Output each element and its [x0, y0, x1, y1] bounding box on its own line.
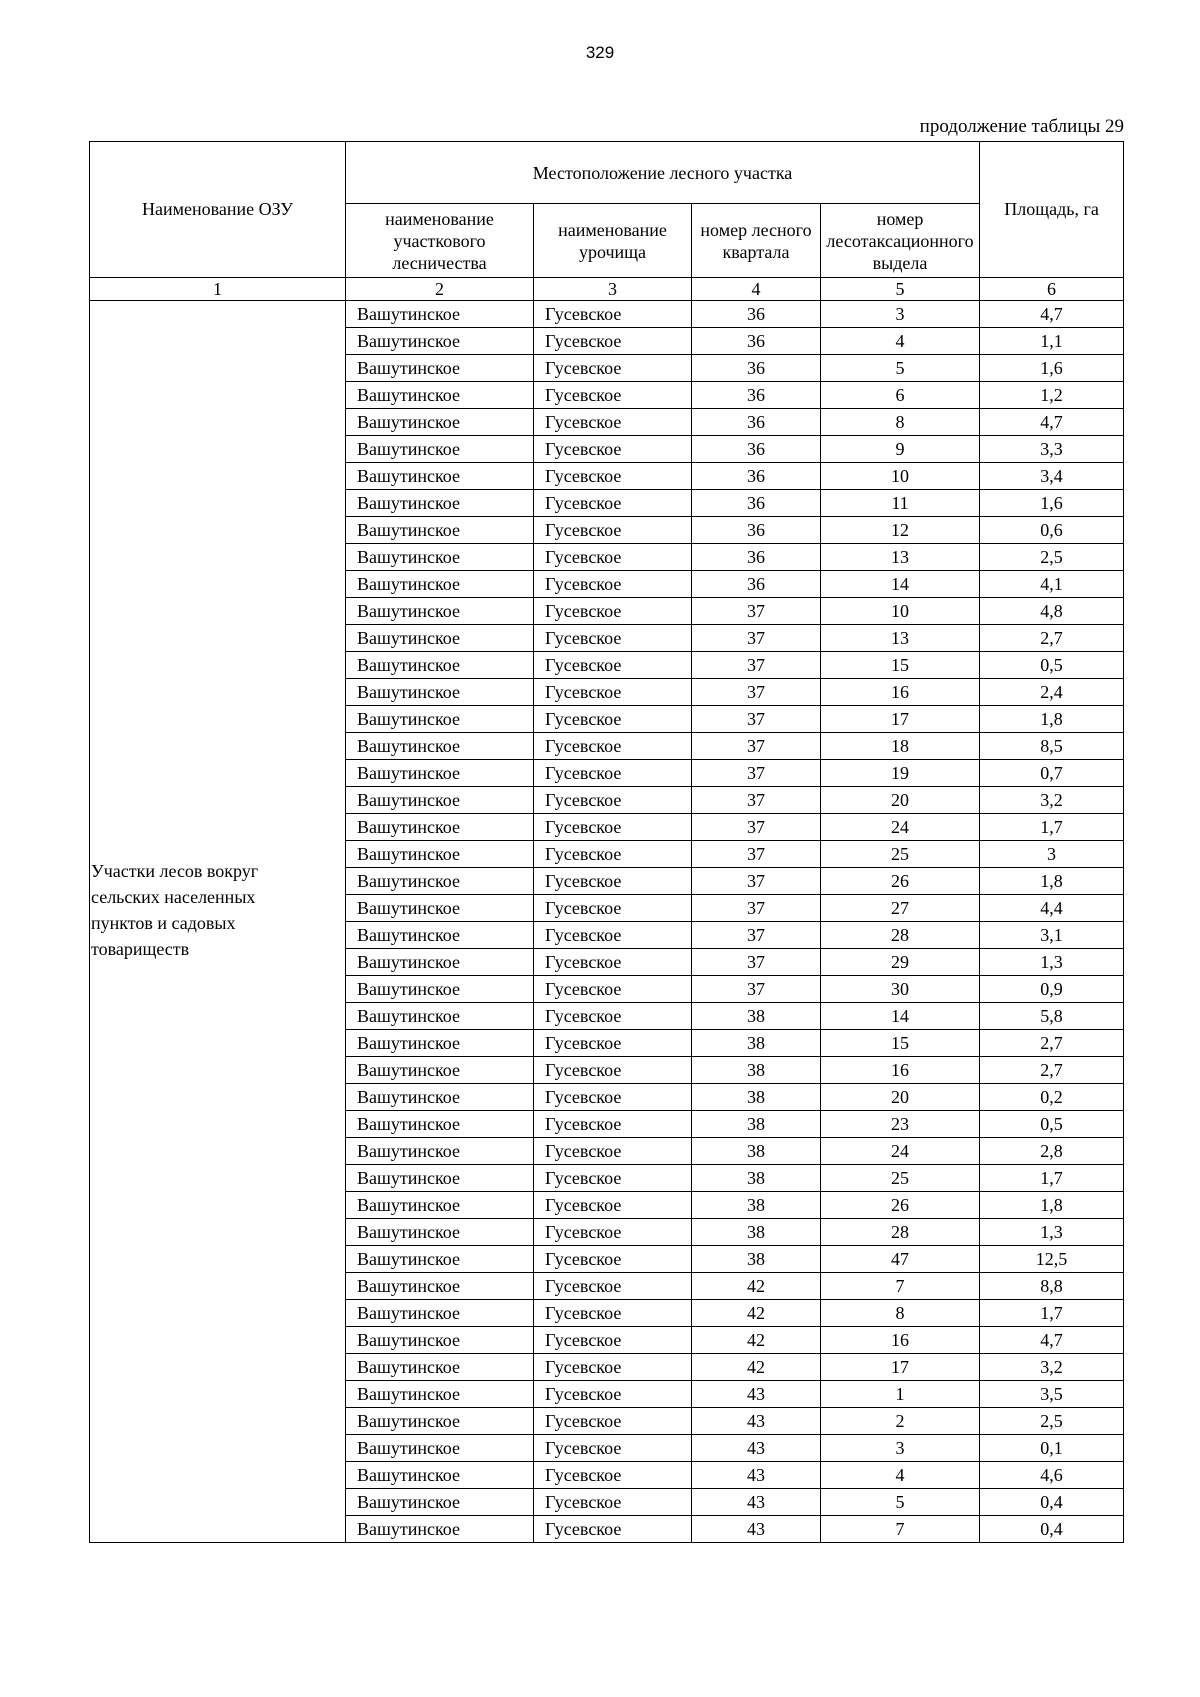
cell-forestry: Вашутинское — [346, 1003, 534, 1030]
cell-section: 27 — [821, 895, 980, 922]
cell-section: 11 — [821, 490, 980, 517]
cell-forestry: Вашутинское — [346, 1408, 534, 1435]
cell-tract: Гусевское — [534, 571, 692, 598]
cell-section: 9 — [821, 436, 980, 463]
cell-section: 25 — [821, 841, 980, 868]
header-location: Местоположение лесного участка — [346, 142, 980, 204]
cell-area: 8,5 — [980, 733, 1124, 760]
header-quarter: номер лесного квартала — [692, 204, 821, 278]
cell-section: 17 — [821, 706, 980, 733]
cell-section: 25 — [821, 1165, 980, 1192]
cell-tract: Гусевское — [534, 328, 692, 355]
cell-area: 1,7 — [980, 814, 1124, 841]
cell-quarter: 37 — [692, 598, 821, 625]
cell-quarter: 38 — [692, 1165, 821, 1192]
cell-forestry: Вашутинское — [346, 1435, 534, 1462]
column-number: 3 — [534, 278, 692, 301]
cell-forestry: Вашутинское — [346, 409, 534, 436]
cell-tract: Гусевское — [534, 1489, 692, 1516]
cell-area: 3,1 — [980, 922, 1124, 949]
cell-area: 1,7 — [980, 1165, 1124, 1192]
cell-forestry: Вашутинское — [346, 679, 534, 706]
cell-area: 8,8 — [980, 1273, 1124, 1300]
cell-forestry: Вашутинское — [346, 1219, 534, 1246]
cell-quarter: 36 — [692, 409, 821, 436]
cell-tract: Гусевское — [534, 625, 692, 652]
cell-section: 3 — [821, 1435, 980, 1462]
cell-forestry: Вашутинское — [346, 301, 534, 328]
cell-tract: Гусевское — [534, 1462, 692, 1489]
cell-tract: Гусевское — [534, 895, 692, 922]
cell-quarter: 37 — [692, 625, 821, 652]
cell-quarter: 38 — [692, 1111, 821, 1138]
cell-tract: Гусевское — [534, 409, 692, 436]
cell-section: 6 — [821, 382, 980, 409]
cell-tract: Гусевское — [534, 733, 692, 760]
column-number: 1 — [90, 278, 346, 301]
cell-tract: Гусевское — [534, 1084, 692, 1111]
cell-area: 2,7 — [980, 1030, 1124, 1057]
cell-section: 16 — [821, 679, 980, 706]
cell-area: 2,5 — [980, 1408, 1124, 1435]
cell-quarter: 37 — [692, 652, 821, 679]
cell-quarter: 36 — [692, 463, 821, 490]
cell-area: 1,6 — [980, 355, 1124, 382]
cell-section: 7 — [821, 1516, 980, 1543]
cell-forestry: Вашутинское — [346, 355, 534, 382]
header-ozu-name: Наименование ОЗУ — [90, 142, 346, 278]
cell-tract: Гусевское — [534, 463, 692, 490]
cell-quarter: 37 — [692, 922, 821, 949]
cell-section: 47 — [821, 1246, 980, 1273]
cell-area: 1,3 — [980, 949, 1124, 976]
cell-section: 4 — [821, 328, 980, 355]
cell-forestry: Вашутинское — [346, 1354, 534, 1381]
column-numbers-row — [90, 278, 1124, 301]
cell-forestry: Вашутинское — [346, 1381, 534, 1408]
cell-quarter: 38 — [692, 1138, 821, 1165]
cell-forestry: Вашутинское — [346, 976, 534, 1003]
cell-section: 24 — [821, 814, 980, 841]
cell-forestry: Вашутинское — [346, 463, 534, 490]
cell-forestry: Вашутинское — [346, 1300, 534, 1327]
cell-tract: Гусевское — [534, 1408, 692, 1435]
cell-area: 2,7 — [980, 625, 1124, 652]
cell-forestry: Вашутинское — [346, 652, 534, 679]
cell-section: 15 — [821, 1030, 980, 1057]
cell-quarter: 36 — [692, 436, 821, 463]
cell-quarter: 43 — [692, 1408, 821, 1435]
cell-forestry: Вашутинское — [346, 1030, 534, 1057]
cell-area: 2,8 — [980, 1138, 1124, 1165]
cell-section: 7 — [821, 1273, 980, 1300]
cell-tract: Гусевское — [534, 517, 692, 544]
cell-quarter: 37 — [692, 706, 821, 733]
cell-quarter: 36 — [692, 328, 821, 355]
cell-tract: Гусевское — [534, 544, 692, 571]
cell-section: 24 — [821, 1138, 980, 1165]
cell-quarter: 38 — [692, 1057, 821, 1084]
cell-area: 3,2 — [980, 787, 1124, 814]
ozu-name-text: Участки лесов вокруг сельских населенных пунктов и садовых товариществ — [91, 861, 259, 959]
cell-quarter: 38 — [692, 1219, 821, 1246]
cell-quarter: 36 — [692, 571, 821, 598]
cell-tract: Гусевское — [534, 355, 692, 382]
cell-quarter: 36 — [692, 544, 821, 571]
cell-quarter: 37 — [692, 760, 821, 787]
cell-section: 3 — [821, 301, 980, 328]
cell-quarter: 37 — [692, 895, 821, 922]
cell-tract: Гусевское — [534, 1246, 692, 1273]
cell-section: 29 — [821, 949, 980, 976]
cell-section: 5 — [821, 355, 980, 382]
column-number: 4 — [692, 278, 821, 301]
cell-quarter: 36 — [692, 382, 821, 409]
cell-section: 20 — [821, 1084, 980, 1111]
cell-quarter: 37 — [692, 949, 821, 976]
cell-tract: Гусевское — [534, 1111, 692, 1138]
cell-forestry: Вашутинское — [346, 706, 534, 733]
cell-section: 23 — [821, 1111, 980, 1138]
header-tract: наименование урочища — [534, 204, 692, 278]
cell-area: 0,6 — [980, 517, 1124, 544]
cell-tract: Гусевское — [534, 301, 692, 328]
forest-plots-table — [89, 141, 1124, 1543]
cell-area: 0,2 — [980, 1084, 1124, 1111]
cell-tract: Гусевское — [534, 949, 692, 976]
cell-area: 2,7 — [980, 1057, 1124, 1084]
cell-area: 3,3 — [980, 436, 1124, 463]
cell-forestry: Вашутинское — [346, 1111, 534, 1138]
cell-forestry: Вашутинское — [346, 1246, 534, 1273]
cell-section: 8 — [821, 1300, 980, 1327]
cell-tract: Гусевское — [534, 382, 692, 409]
cell-section: 14 — [821, 1003, 980, 1030]
cell-forestry: Вашутинское — [346, 382, 534, 409]
cell-quarter: 37 — [692, 976, 821, 1003]
cell-forestry: Вашутинское — [346, 1516, 534, 1543]
header-section: номер лесотаксационного выдела — [821, 204, 980, 278]
cell-forestry: Вашутинское — [346, 1489, 534, 1516]
cell-area: 0,4 — [980, 1489, 1124, 1516]
cell-area: 0,7 — [980, 760, 1124, 787]
cell-quarter: 43 — [692, 1516, 821, 1543]
cell-forestry: Вашутинское — [346, 922, 534, 949]
cell-forestry: Вашутинское — [346, 1138, 534, 1165]
cell-quarter: 43 — [692, 1381, 821, 1408]
page-number: 329 — [585, 43, 615, 62]
cell-tract: Гусевское — [534, 1030, 692, 1057]
cell-forestry: Вашутинское — [346, 1165, 534, 1192]
cell-quarter: 37 — [692, 841, 821, 868]
cell-section: 17 — [821, 1354, 980, 1381]
cell-section: 4 — [821, 1462, 980, 1489]
cell-quarter: 37 — [692, 868, 821, 895]
cell-forestry: Вашутинское — [346, 490, 534, 517]
cell-section: 16 — [821, 1327, 980, 1354]
cell-area: 2,4 — [980, 679, 1124, 706]
cell-forestry: Вашутинское — [346, 949, 534, 976]
cell-forestry: Вашутинское — [346, 544, 534, 571]
cell-tract: Гусевское — [534, 976, 692, 1003]
cell-area: 12,5 — [980, 1246, 1124, 1273]
cell-area: 4,7 — [980, 409, 1124, 436]
cell-forestry: Вашутинское — [346, 1084, 534, 1111]
cell-quarter: 36 — [692, 301, 821, 328]
cell-forestry: Вашутинское — [346, 1192, 534, 1219]
cell-area: 4,6 — [980, 1462, 1124, 1489]
cell-section: 18 — [821, 733, 980, 760]
cell-section: 1 — [821, 1381, 980, 1408]
cell-area: 4,1 — [980, 571, 1124, 598]
cell-quarter: 37 — [692, 814, 821, 841]
cell-area: 5,8 — [980, 1003, 1124, 1030]
cell-section: 5 — [821, 1489, 980, 1516]
cell-quarter: 43 — [692, 1435, 821, 1462]
cell-quarter: 42 — [692, 1327, 821, 1354]
cell-section: 15 — [821, 652, 980, 679]
cell-quarter: 38 — [692, 1084, 821, 1111]
cell-forestry: Вашутинское — [346, 571, 534, 598]
cell-section: 8 — [821, 409, 980, 436]
cell-area: 3,5 — [980, 1381, 1124, 1408]
cell-forestry: Вашутинское — [346, 436, 534, 463]
cell-quarter: 36 — [692, 355, 821, 382]
cell-quarter: 37 — [692, 733, 821, 760]
cell-tract: Гусевское — [534, 1057, 692, 1084]
cell-forestry: Вашутинское — [346, 1327, 534, 1354]
cell-forestry: Вашутинское — [346, 328, 534, 355]
cell-tract: Гусевское — [534, 1300, 692, 1327]
cell-area: 1,6 — [980, 490, 1124, 517]
cell-quarter: 37 — [692, 679, 821, 706]
cell-area: 3 — [980, 841, 1124, 868]
cell-section: 12 — [821, 517, 980, 544]
cell-forestry: Вашутинское — [346, 760, 534, 787]
cell-tract: Гусевское — [534, 1327, 692, 1354]
column-number: 6 — [980, 278, 1124, 301]
ozu-name-cell — [90, 301, 346, 1543]
cell-area: 1,3 — [980, 1219, 1124, 1246]
cell-quarter: 42 — [692, 1354, 821, 1381]
cell-tract: Гусевское — [534, 1138, 692, 1165]
cell-forestry: Вашутинское — [346, 895, 534, 922]
cell-area: 2,5 — [980, 544, 1124, 571]
cell-forestry: Вашутинское — [346, 733, 534, 760]
cell-quarter: 38 — [692, 1192, 821, 1219]
cell-section: 10 — [821, 463, 980, 490]
cell-area: 0,9 — [980, 976, 1124, 1003]
cell-area: 0,4 — [980, 1516, 1124, 1543]
cell-tract: Гусевское — [534, 706, 692, 733]
cell-section: 2 — [821, 1408, 980, 1435]
cell-section: 10 — [821, 598, 980, 625]
cell-area: 3,2 — [980, 1354, 1124, 1381]
cell-section: 16 — [821, 1057, 980, 1084]
cell-tract: Гусевское — [534, 1435, 692, 1462]
table-row — [90, 301, 1124, 328]
cell-area: 0,1 — [980, 1435, 1124, 1462]
cell-tract: Гусевское — [534, 1165, 692, 1192]
cell-forestry: Вашутинское — [346, 1273, 534, 1300]
table-continuation-label: продолжение таблицы 29 — [919, 116, 1124, 137]
cell-tract: Гусевское — [534, 598, 692, 625]
cell-quarter: 42 — [692, 1273, 821, 1300]
cell-area: 1,1 — [980, 328, 1124, 355]
cell-section: 13 — [821, 544, 980, 571]
cell-forestry: Вашутинское — [346, 868, 534, 895]
cell-area: 4,7 — [980, 1327, 1124, 1354]
header-forestry: наименование участкового лесничества — [346, 204, 534, 278]
cell-quarter: 37 — [692, 787, 821, 814]
cell-area: 1,7 — [980, 1300, 1124, 1327]
cell-tract: Гусевское — [534, 760, 692, 787]
column-number: 5 — [821, 278, 980, 301]
cell-quarter: 38 — [692, 1003, 821, 1030]
cell-tract: Гусевское — [534, 1381, 692, 1408]
cell-tract: Гусевское — [534, 868, 692, 895]
cell-area: 4,8 — [980, 598, 1124, 625]
cell-forestry: Вашутинское — [346, 1462, 534, 1489]
cell-tract: Гусевское — [534, 679, 692, 706]
cell-tract: Гусевское — [534, 1273, 692, 1300]
cell-tract: Гусевское — [534, 652, 692, 679]
cell-area: 1,8 — [980, 1192, 1124, 1219]
cell-quarter: 43 — [692, 1489, 821, 1516]
cell-tract: Гусевское — [534, 814, 692, 841]
cell-section: 14 — [821, 571, 980, 598]
table-body — [90, 301, 1124, 1543]
cell-tract: Гусевское — [534, 490, 692, 517]
cell-area: 4,7 — [980, 301, 1124, 328]
cell-forestry: Вашутинское — [346, 598, 534, 625]
cell-forestry: Вашутинское — [346, 625, 534, 652]
cell-forestry: Вашутинское — [346, 814, 534, 841]
cell-quarter: 38 — [692, 1246, 821, 1273]
cell-forestry: Вашутинское — [346, 841, 534, 868]
cell-tract: Гусевское — [534, 841, 692, 868]
cell-tract: Гусевское — [534, 1192, 692, 1219]
cell-section: 13 — [821, 625, 980, 652]
cell-area: 1,8 — [980, 706, 1124, 733]
cell-section: 30 — [821, 976, 980, 1003]
cell-quarter: 42 — [692, 1300, 821, 1327]
cell-section: 20 — [821, 787, 980, 814]
header-area: Площадь, га — [980, 142, 1124, 278]
cell-quarter: 43 — [692, 1462, 821, 1489]
cell-section: 26 — [821, 868, 980, 895]
cell-area: 0,5 — [980, 652, 1124, 679]
cell-tract: Гусевское — [534, 787, 692, 814]
cell-quarter: 36 — [692, 517, 821, 544]
cell-forestry: Вашутинское — [346, 787, 534, 814]
cell-area: 1,2 — [980, 382, 1124, 409]
column-number: 2 — [346, 278, 534, 301]
cell-tract: Гусевское — [534, 1354, 692, 1381]
cell-section: 19 — [821, 760, 980, 787]
cell-section: 26 — [821, 1192, 980, 1219]
cell-forestry: Вашутинское — [346, 1057, 534, 1084]
cell-area: 3,4 — [980, 463, 1124, 490]
cell-section: 28 — [821, 922, 980, 949]
cell-tract: Гусевское — [534, 1003, 692, 1030]
cell-tract: Гусевское — [534, 922, 692, 949]
cell-quarter: 36 — [692, 490, 821, 517]
cell-tract: Гусевское — [534, 436, 692, 463]
cell-forestry: Вашутинское — [346, 517, 534, 544]
cell-quarter: 38 — [692, 1030, 821, 1057]
cell-area: 0,5 — [980, 1111, 1124, 1138]
cell-section: 28 — [821, 1219, 980, 1246]
cell-tract: Гусевское — [534, 1516, 692, 1543]
cell-area: 4,4 — [980, 895, 1124, 922]
cell-area: 1,8 — [980, 868, 1124, 895]
cell-tract: Гусевское — [534, 1219, 692, 1246]
